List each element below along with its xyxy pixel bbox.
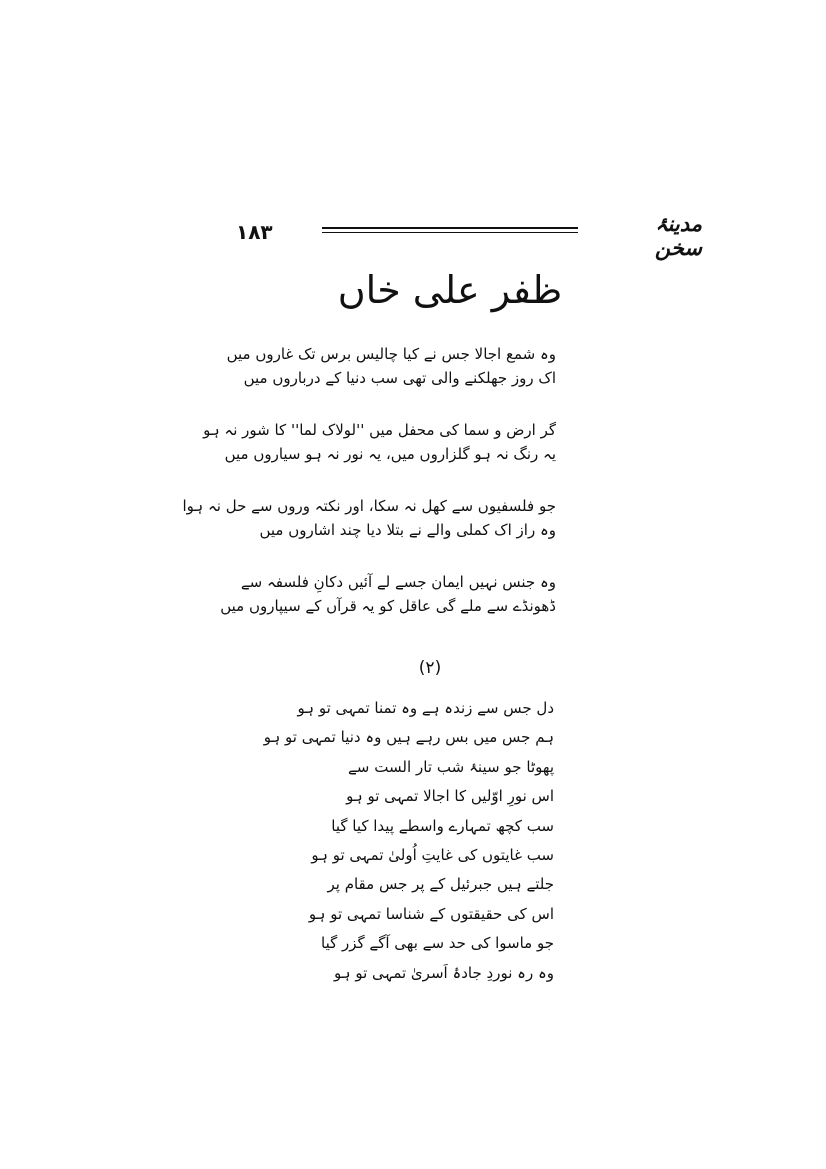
verse-line: جو ماسوا کی حد سے بھی آگے گزر گیا xyxy=(321,934,554,953)
verse-line: وہ راز اک کملی والے نے بتلا دیا چند اشاروں میں xyxy=(259,521,556,539)
section-number: (۲) xyxy=(418,658,442,678)
verse-line: گر ارض و سما کی محفل میں ''لولاک لما'' کا شور نہ ہو xyxy=(203,421,556,439)
verse-line: اس نورِ اوّلیں کا اجالا تمہی تو ہو xyxy=(346,787,554,806)
verse-line: دل جس سے زندہ ہے وہ تمنا تمہی تو ہو xyxy=(297,699,554,717)
stanza xyxy=(203,418,556,466)
header-rule xyxy=(322,227,578,233)
verse-line: وہ جنس نہیں ایمان جسے لے آئیں دکانِ فلسفہ سے xyxy=(240,573,556,591)
verse-line: جو فلسفیوں سے کھل نہ سکا، اور نکتہ وروں سے حل نہ ہوا xyxy=(182,497,556,515)
poet-name: ظفر علی خاں xyxy=(337,268,563,312)
verse-line: سب کچھ تمہارے واسطے پیدا کیا گیا xyxy=(331,816,554,835)
stanza xyxy=(182,494,556,542)
verse-line: ڈھونڈے سے ملے گی عاقل کو یہ قرآں کے سیپاروں میں xyxy=(220,597,556,615)
verse-line: جلتے ہیں جبرئیل کے پر جس مقام پر xyxy=(327,875,554,894)
verse-line: یہ رنگ نہ ہو گلزاروں میں، یہ نور نہ ہو سیاروں میں xyxy=(224,445,556,463)
verse-line: وہ شمع اجالا جس نے کیا چالیس برس تک غاروں میں xyxy=(226,345,556,363)
verse-line: اک روز جھلکنے والی تھی سب دنیا کے درباروں میں xyxy=(243,369,556,387)
stanza xyxy=(226,342,556,390)
verse-line: سب غایتوں کی غایتِ اُولیٰ تمہی تو ہو xyxy=(311,846,554,865)
ghazal xyxy=(182,342,556,646)
verse-line: وہ رہ نوردِ جادۂ اَسریٰ تمہی تو ہو xyxy=(334,963,554,982)
verse-line: پھوٹا جو سینۂ شب تار الست سے xyxy=(348,757,554,776)
page-number: ۱۸۳ xyxy=(236,220,273,244)
book-title: مدینۂ سخن xyxy=(654,212,702,260)
poem xyxy=(263,694,554,988)
verse-line: ہم جس میں بس رہے ہیں وہ دنیا تمہی تو ہو xyxy=(263,728,554,747)
stanza xyxy=(220,570,556,618)
verse-line: اس کی حقیقتوں کے شناسا تمہی تو ہو xyxy=(308,904,554,923)
